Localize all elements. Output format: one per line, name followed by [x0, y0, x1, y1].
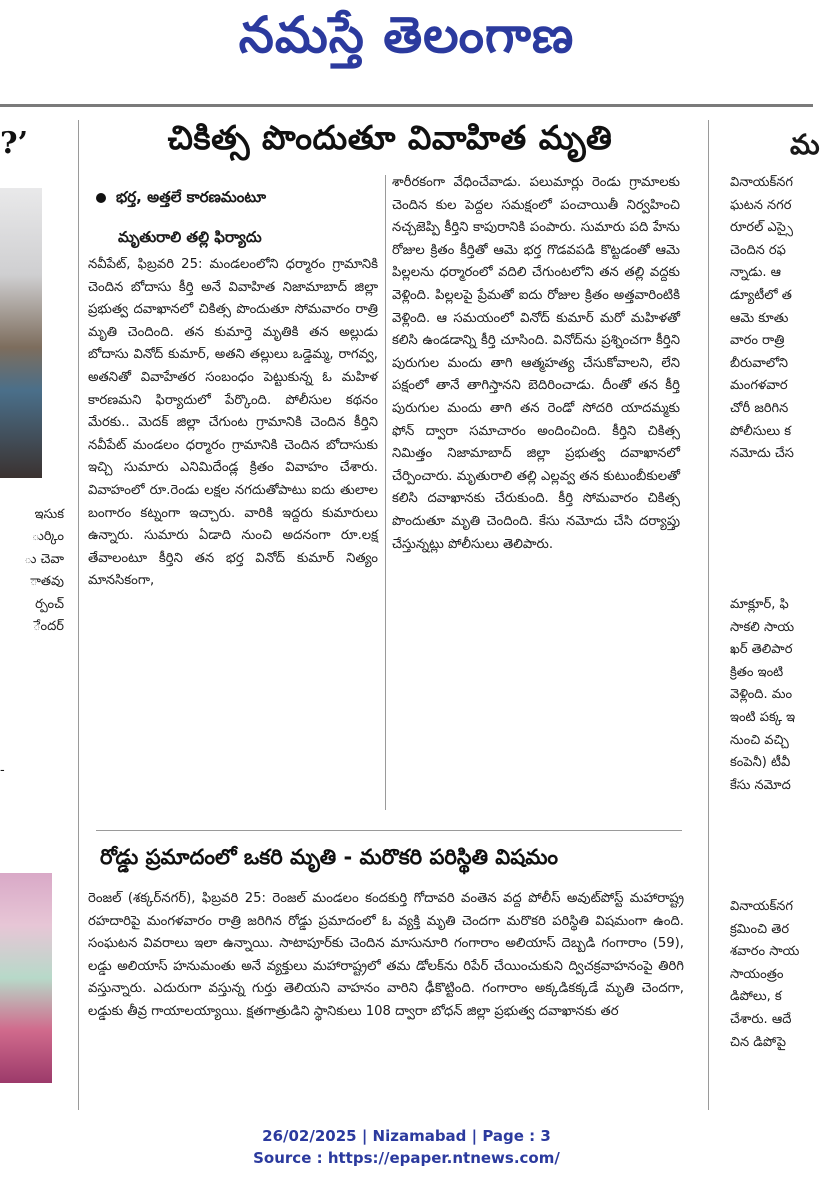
text-line: ుర్కిం [31, 529, 64, 545]
left-tick: - [0, 763, 5, 778]
text-line: సాకలి సాయ [730, 619, 795, 635]
masthead [0, 0, 813, 100]
text-line: ు చెవా [24, 551, 64, 567]
text-line: క్రమించి తెర [730, 921, 790, 937]
article-subhead [96, 188, 266, 210]
text-line: ఘటన నగర [730, 197, 792, 213]
column-divider [385, 175, 386, 810]
left-column-fragment [0, 108, 72, 1118]
text-line: రూరల్ ఎస్సై [730, 220, 793, 236]
text-line: చోరీ జరిగిన [730, 400, 789, 416]
text-line: వారం రాత్రి [730, 333, 785, 349]
masthead-divider [0, 104, 813, 107]
section-divider [96, 830, 682, 831]
article-paragraph: రెంజల్ (శక్కర్‌నగర్), ఫిబ్రవరి 25: రెంజల్ మండలం కందకుర్తి గోదావరి వంతెన వద్ద పోలీస్ అవుట్‌పోస్ట్ మహారాష్ట్ర రహదారిపై మంగళవారం రాత్రి జరిగిన రోడ్డు ప్రమాదంలో ఓ వ్యక్తి మృతి చెందగా మరొకరి పరిస్థితి విషమంగా ఉంది. సంఘటన వివరాలు ఇలా ఉన్నాయి. సాటాపూర్‌కు చెందిన మాసునూరి గంగారాం అలియాస్ దెబ్బడి గంగారాం (59), లడ్డు అలియాస్ హనుమంతు అనే వ్యక్తులు మహారాష్ట్రలో తమ డోలక్‌ను రిపేర్ చేయించుకుని ద్విచక్రవాహనంపై తిరిగి వస్తున్నారు. ఎదురుగా వస్తున్న గుర్తు తెలియని వాహనం వారిని ఢీకొట్టింది. గంగారాం అక్కడికక్కడే మృతి చెందగా, లడ్డుకు తీవ్ర గాయాలయ్యాయి. క్షతగాత్రుడిని స్థానికులు 108 ద్వారా బోధన్ జిల్లా ప్రభుత్వ దవాఖానకు తర [88, 891, 684, 1019]
text-line: డిపోలు, క [730, 989, 782, 1005]
article-headline: చికిత్స పొందుతూ వివాహిత మృతి [167, 118, 613, 157]
text-line: చేశారు. ఆదే [730, 1011, 792, 1027]
text-line: కేసు నమోద [730, 777, 791, 793]
right-text-block [730, 172, 794, 466]
text-line: ాతవు [30, 574, 64, 590]
news-photo [0, 873, 52, 1083]
column-divider [78, 120, 79, 1110]
text-line: ఖర్ తెలిపార [730, 642, 793, 658]
column-divider [708, 120, 709, 1110]
text-line: మాక్లూర్, ఫి [730, 597, 789, 612]
text-line: క్రితం ఇంటి [730, 664, 784, 680]
text-line: మంగళవార [730, 378, 788, 394]
bullet-icon [96, 193, 106, 203]
text-line: ర్పంచ్ [35, 596, 64, 612]
right-text-block [730, 896, 799, 1054]
text-line: శవారం సాయ [730, 944, 800, 960]
text-line: డ్యూటీలో త [730, 287, 792, 303]
text-line: ేందర్ [33, 619, 64, 635]
article-subhead [118, 228, 262, 250]
text-line: ఆమె కూతు [730, 310, 789, 326]
text-line: న్నాడు. ఆ [730, 265, 782, 281]
article-paragraph: నవీపేట్, ఫిబ్రవరి 25: మండలంలోని ధర్మారం గ్రామానికి చెందిన బోదాసు కీర్తి అనే వివాహిత నిజామాబాద్ జిల్లా ప్రభుత్వ దవాఖానలో చికిత్స పొందుతూ సోమవారం రాత్రి మృతి చెందింది. తన కుమార్తె మృతికి తన అల్లుడు బోదాసు వినోద్ కుమార్, అతని తల్లులు ఒడ్డెమ్మ, రాగవ్వ, అతనితో వివాహేతర సంబంధం పెట్టుకున్న ఓ మహిళ కారణమని ఫిర్యాదులో పేర్కొంది. పోలీసుల కథనం మేరకు.. మెదక్ జిల్లా చేగుంట గ్రామానికి చెందిన కీర్తిని నవీపేట్ మండలం ధర్మారం గ్రామానికి చెందిన బోదాసుకు ఇచ్చి సుమారు ఎనిమిదేండ్ల క్రితం వివాహం చేశారు. వివాహంలో రూ.రెండు లక్షల నగదుతోపాటు ఐదు తులాల బంగారం కట్నంగా ఇచ్చారు. వారికి ఇద్దరు కుమారులు ఉన్నారు. సుమారు ఏడాది నుంచి అదనంగా రూ.లక్ష తేవాలంటూ కీర్తిని తన భర్త వినోద్ కుమార్ నిత్యం మానసికంగా, [88, 257, 378, 589]
article-column-2 [392, 172, 680, 810]
left-headline-fragment: ?’ [0, 126, 29, 161]
text-line: కంపెనీ) టీవీ [730, 755, 791, 771]
text-line: వినాయక్‌నగ [730, 175, 793, 190]
text-line: వినాయక్‌నగ [730, 899, 793, 914]
text-line: పోలీసులు క [730, 423, 792, 439]
article-headline: రోడ్డు ప్రమాదంలో ఒకరి మృతి - మరొకరి పరిస్థితి విషమం [100, 845, 559, 869]
footer-dateline: 26/02/2025 | Nizamabad | Page : 3 [262, 1127, 551, 1145]
text-line: నమోదు చేస [730, 446, 794, 462]
article-body [88, 888, 684, 1114]
text-line: చెందిన రఫ [730, 242, 786, 258]
right-text-block [730, 594, 795, 797]
text-line: నుంచి వచ్చి [730, 732, 789, 748]
text-line: బీరువాలోని [730, 355, 789, 371]
masthead-title: నమస్తే తెలంగాణ [238, 6, 575, 64]
text-line: ఇంటి పక్క ఇ [730, 709, 796, 725]
right-headline-fragment: మ [790, 128, 820, 161]
text-line: ఇసుక [34, 507, 64, 522]
subhead-line: మృతురాలి తల్లి ఫిర్యాదు [118, 228, 262, 246]
subhead-line: భర్త, అత్తలే కారణమంటూ [116, 188, 266, 206]
article-column-1 [88, 254, 378, 810]
page-footer [0, 1125, 813, 1169]
text-line: వెళ్లింది. మం [730, 687, 793, 703]
right-column-fragment [730, 108, 820, 1118]
left-text-fragments [0, 504, 72, 638]
text-line: సాయంత్రం [730, 966, 784, 982]
footer-source-link[interactable]: Source : https://epaper.ntnews.com/ [253, 1149, 560, 1167]
article-paragraph: శారీరకంగా వేధించేవాడు. పలుమార్లు రెండు గ్రామాలకు చెందిన కుల పెద్దల సమక్షంలో పంచాయితీ నిర్వహించి నచ్చజెప్పి కీర్తిని కాపురానికి పంపారు. సుమారు పది హేను రోజుల క్రితం కీర్తితో ఆమె భర్త గొడవపడి కొట్టడంతో ఆమె పిల్లలను ధర్మారంలో వదిలి చేగుంటలోని తన తల్లి వద్దకు వెళ్లింది. పిల్లలపై ప్రేమతో ఐదు రోజుల క్రితం అత్తవారింటికి వెళ్లింది. ఆ సమయంలో వినోద్ కుమార్ మరో మహిళతో కలిసి ఉండడాన్ని కీర్తి చూసింది. వినోద్‌ను ప్రశ్నించగా కీర్తిని పురుగుల మందు తాగి ఆత్మహత్య చేసుకోవాలని, లేని పక్షంలో తానే తాగిస్తానని బెదిరించాడు. దీంతో తన కీర్తి పురుగుల మందు తాగి తన రెండో సోదరి యాదమ్మకు ఫోన్ ద్వారా సమాచారం అందించింది. కీర్తిని చికిత్స నిమిత్తం నిజామాబాద్ జిల్లా ప్రభుత్వ దవాఖానలో చేర్పించారు. మృతురాలి తల్లి ఎల్లవ్వ తన కుటుంబీకులతో కలిసి దవాఖానకు చేరుకుంది. కీర్తి సోమవారం చికిత్స పొందుతూ మృతి చెందింది. కేసు నమోదు చేసి దర్యాప్తు చేస్తున్నట్లు పోలీసులు తెలిపారు. [392, 175, 680, 552]
news-photo [0, 188, 42, 478]
text-line: చిన డిపోపై [730, 1034, 786, 1050]
